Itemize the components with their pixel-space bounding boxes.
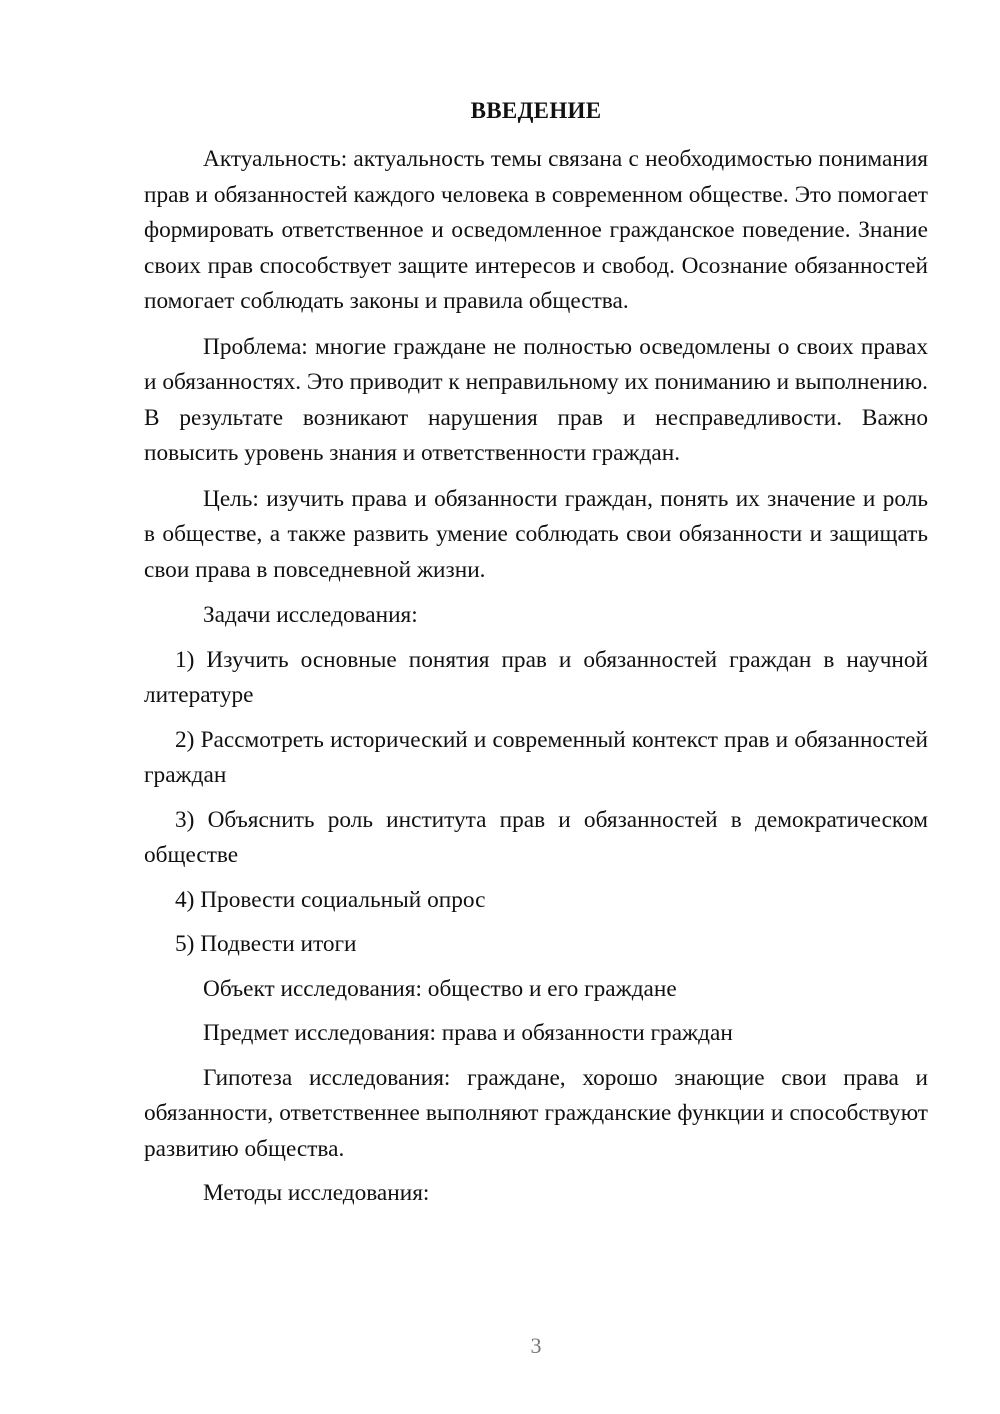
research-object: Объект исследования: общество и его граждане [203, 975, 677, 1002]
section-title: ВВЕДЕНИЕ [470, 98, 602, 123]
research-subject: Предмет исследования: права и обязанности граждан [203, 1020, 733, 1046]
tasks-heading: Задачи исследования: [203, 602, 418, 628]
problem-paragraph: Проблема: многие граждане не полностью осведомлены о своих правах и обязанностях. Это приводит к неправильному их пониманию и выполнению. В результате возникают нарушения прав и несправедливости. Важно повысить уровень знания и ответственности граждан. [144, 333, 928, 466]
task-item-4: 4) Провести социальный опрос [175, 886, 486, 913]
task-item-2: 2) Рассмотреть исторический и современный контекст прав и обязанностей граждан [144, 726, 928, 788]
research-hypothesis: Гипотеза исследования: граждане, хорошо знающие свои права и обязанности, ответственнее выполняют гражданские функции и способствуют развитию общества. [144, 1064, 928, 1162]
relevance-paragraph: Актуальность: актуальность темы связана с необходимостью понимания прав и обязанностей каждого человека в современном обществе. Это помогает формировать ответственное и осведомленное гражданское поведение. Знание своих прав способствует защите интересов и свобод. Осознание обязанностей помогает соблюдать законы и правила общества. [144, 146, 928, 314]
document-body [144, 142, 928, 1212]
task-item-3: 3) Объяснить роль института прав и обязанностей в демократическом обществе [144, 806, 928, 868]
page-number: 3 [530, 1333, 542, 1358]
research-methods: Методы исследования: [203, 1180, 430, 1206]
task-item-5: 5) Подвести итоги [175, 931, 357, 957]
goal-paragraph: Цель: изучить права и обязанности граждан, понять их значение и роль в обществе, а также развить умение соблюдать свои обязанности и защищать свои права в повседневной жизни. [144, 485, 928, 583]
task-item-1: 1) Изучить основные понятия прав и обязанностей граждан в научной литературе [144, 646, 928, 708]
